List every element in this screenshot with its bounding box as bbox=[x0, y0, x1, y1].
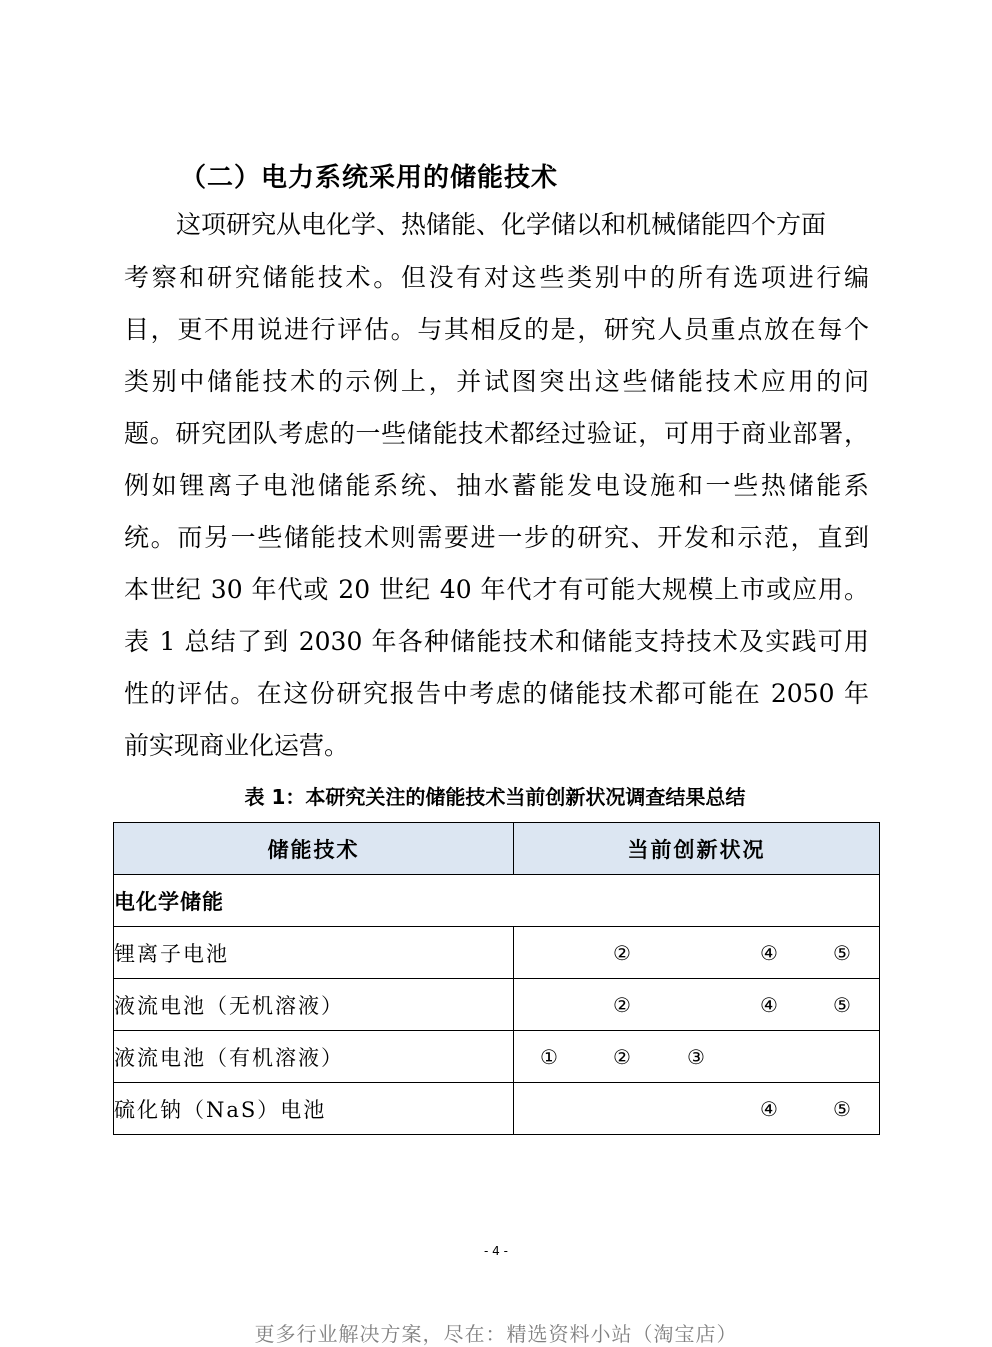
paragraph-line: 表 1 总结了到 2030 年各种储能技术和储能支持技术及实践可用 bbox=[124, 627, 869, 656]
table-caption: 表 1：本研究关注的储能技术当前创新状况调查结果总结 bbox=[244, 785, 746, 809]
header-technology: 储能技术 bbox=[114, 823, 514, 875]
stage-marker-2: ② bbox=[613, 940, 631, 965]
status-cell bbox=[514, 1083, 880, 1135]
stage-marker-4: ④ bbox=[760, 992, 778, 1017]
stage-marker-4: ④ bbox=[760, 940, 778, 965]
stage-marker-1: ① bbox=[540, 1044, 558, 1069]
paragraph-line: 统。而另一些储能技术则需要进一步的研究、开发和示范，直到 bbox=[124, 523, 869, 552]
stage-marker-5: ⑤ bbox=[833, 1096, 851, 1121]
paragraph-line: 题。研究团队考虑的一些储能技术都经过验证，可用于商业部署， bbox=[124, 419, 869, 448]
table-header-row bbox=[114, 823, 880, 875]
stage-marker-2: ② bbox=[613, 1044, 631, 1069]
paragraph-line: 考察和研究储能技术。但没有对这些类别中的所有选项进行编 bbox=[124, 263, 869, 292]
paragraph-line: 前实现商业化运营。 bbox=[124, 731, 350, 760]
paragraph-line: 这项研究从电化学、热储能、化学储以和机械储能四个方面 bbox=[176, 210, 827, 239]
technology-name: 硫化钠（NaS）电池 bbox=[114, 1083, 514, 1135]
category-row bbox=[114, 875, 880, 927]
footer-promo: 更多行业解决方案，尽在：精选资料小站（淘宝店） bbox=[254, 1322, 738, 1346]
innovation-status-table bbox=[113, 822, 880, 1135]
table-row bbox=[114, 979, 880, 1031]
paragraph-line: 类别中储能技术的示例上，并试图突出这些储能技术应用的问 bbox=[124, 367, 869, 396]
paragraph-line: 目，更不用说进行评估。与其相反的是，研究人员重点放在每个 bbox=[124, 315, 869, 344]
header-status: 当前创新状况 bbox=[514, 823, 880, 875]
stage-marker-2: ② bbox=[613, 992, 631, 1017]
stage-marker-3: ③ bbox=[687, 1044, 705, 1069]
technology-name: 锂离子电池 bbox=[114, 927, 514, 979]
section-heading: （二）电力系统采用的储能技术 bbox=[180, 163, 559, 193]
technology-name: 液流电池（无机溶液） bbox=[114, 979, 514, 1031]
status-cell bbox=[514, 1031, 880, 1083]
technology-name: 液流电池（有机溶液） bbox=[114, 1031, 514, 1083]
category-label: 电化学储能 bbox=[114, 875, 880, 927]
stage-marker-5: ⑤ bbox=[833, 992, 851, 1017]
status-cell bbox=[514, 979, 880, 1031]
stage-marker-4: ④ bbox=[760, 1096, 778, 1121]
paragraph-line: 性的评估。在这份研究报告中考虑的储能技术都可能在 2050 年 bbox=[124, 679, 869, 708]
paragraph-line: 本世纪 30 年代或 20 世纪 40 年代才有可能大规模上市或应用。 bbox=[124, 575, 869, 604]
status-cell bbox=[514, 927, 880, 979]
paragraph-line: 例如锂离子电池储能系统、抽水蓄能发电设施和一些热储能系 bbox=[124, 471, 869, 500]
page-number: - 4 - bbox=[484, 1244, 508, 1258]
table-row bbox=[114, 927, 880, 979]
table-row bbox=[114, 1083, 880, 1135]
table-row bbox=[114, 1031, 880, 1083]
stage-marker-5: ⑤ bbox=[833, 940, 851, 965]
